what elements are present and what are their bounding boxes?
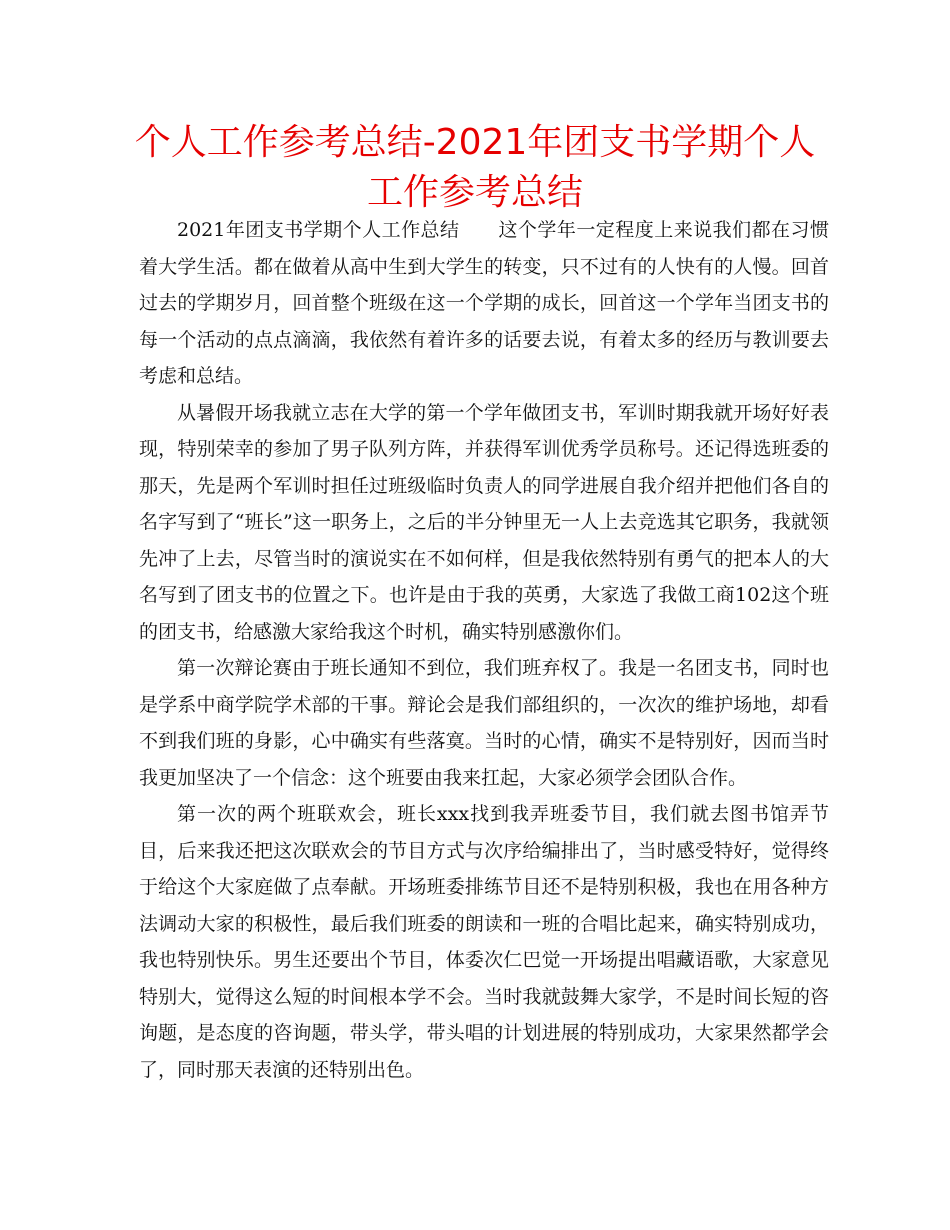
document-body (139, 212, 829, 1088)
paragraph-3: 第一次辩论赛由于班长通知不到位，我们班弃权了。我是一名团支书，同时也是学系中商学院学术部的干事。辩论会是我们部组织的，一次次的维护场地，却看不到我们班的身影，心中确实有些落寞。当时的心情，确实不是特别好，因而当时我更加坚决了一个信念：这个班要由我来扛起，大家必须学会团队合作。 (139, 657, 829, 789)
paragraph-1: 2021年团支书学期个人工作总结 这个学年一定程度上来说我们都在习惯着大学生活。都在做着从高中生到大学生的转变，只不过有的人快有的人慢。回首过去的学期岁月，回首整个班级在这一个学期的成长，回首这一个学年当团支书的每一个活动的点点滴滴，我依然有着许多的话要去说，有着太多的经历与教训要去考虑和总结。 (139, 219, 829, 387)
paragraph-4: 第一次的两个班联欢会，班长xxx找到我弄班委节目，我们就去图书馆弄节目，后来我还把这次联欢会的节目方式与次序给编排出了，当时感受特好，觉得终于给这个大家庭做了点奉献。开场班委排练节目还不是特别积极，我也在用各种方法调动大家的积极性，最后我们班委的朗读和一班的合唱比起来，确实特别成功，我也特别快乐。男生还要出个节目，体委次仁巴觉一开场提出唱藏语歌，大家意见特别大，觉得这么短的时间根本学不会。当时我就鼓舞大家学，不是时间长短的咨询题，是态度的咨询题，带头学，带头唱的计划进展的特别成功，大家果然都学会了，同时那天表演的还特别出色。 (139, 803, 829, 1081)
document-title: 个人工作参考总结-2021年团支书学期个人工作参考总结 (134, 122, 816, 213)
paragraph-2: 从暑假开场我就立志在大学的第一个学年做团支书，军训时期我就开场好好表现，特别荣幸的参加了男子队列方阵，并获得军训优秀学员称号。还记得选班委的那天，先是两个军训时担任过班级临时负责人的同学进展自我介绍并把他们各自的名字写到了“班长”这一职务上，之后的半分钟里无一人上去竞选其它职务，我就领先冲了上去，尽管当时的演说实在不如何样，但是我依然特别有勇气的把本人的大名写到了团支书的位置之下。也许是由于我的英勇，大家选了我做工商102这个班的团支书，给感激大家给我这个时机，确实特别感激你们。 (139, 401, 829, 643)
